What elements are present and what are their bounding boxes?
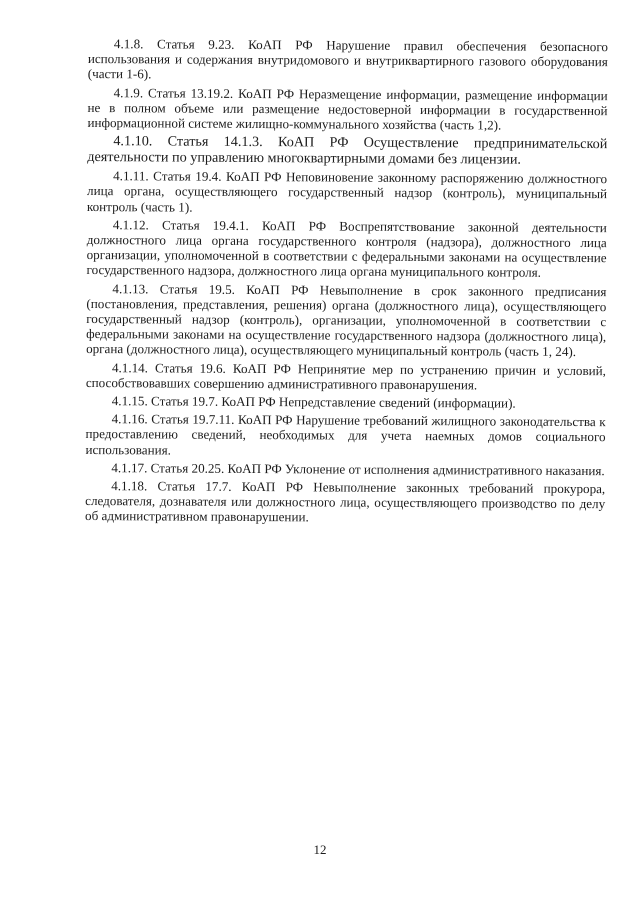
paragraph-4-1-8: 4.1.8. Статья 9.23. КоАП РФ Нарушение правил обеспечения безопасного использования и содержания внутридомового и внутриквартирного газового оборудования (части 1-6). bbox=[87, 36, 608, 82]
paragraph-4-1-11: 4.1.11. Статья 19.4. КоАП РФ Неповиновение законному распоряжению должностного лица органа, осуществляющего государственный надзор (контроль), муниципальный контроль (часть 1). bbox=[86, 168, 608, 215]
document-page bbox=[85, 36, 608, 530]
paragraph-4-1-9: 4.1.9. Статья 13.19.2. КоАП РФ Неразмещение информации, размещение информации не в полном объеме или размещение недостоверной информации в государственной информационной системе жилищно-коммунального хозяйства (часть 1,2). bbox=[87, 84, 608, 133]
page-number: 12 bbox=[313, 842, 327, 857]
paragraph-4-1-16: 4.1.16. Статья 19.7.11. КоАП РФ Нарушение требований жилищного законодательства к предоставлению сведений, необходимых для учета наемных домов социального использования. bbox=[85, 411, 606, 458]
paragraph-4-1-15: 4.1.15. Статья 19.7. КоАП РФ Непредставление сведений (информации). bbox=[111, 393, 516, 411]
paragraph-4-1-17: 4.1.17. Статья 20.25. КоАП РФ Уклонение от исполнения административного наказания. bbox=[111, 460, 605, 479]
paragraph-4-1-10: 4.1.10. Статья 14.1.3. КоАП РФ Осуществление предпринимательской деятельности по управлению многоквартирными домами без лицензии. bbox=[87, 133, 608, 168]
paragraph-4-1-12: 4.1.12. Статья 19.4.1. КоАП РФ Воспрепятствование законной деятельности должностного лица органа государственного контроля (надзора), должностного лица организации, уполномоченной в соответствии с федеральными законами на осуществление государственного надзора, должностного лица органа муниципального контроля. bbox=[86, 216, 607, 281]
paragraph-4-1-13: 4.1.13. Статья 19.5. КоАП РФ Невыполнение в срок законного предписания (постановления, представления, решения) органа (должностного лица), осуществляющего государственный надзор (контроль), организации, уполномоченной в соответствии с федеральными законами на осуществление государственного надзора (должностного лица), органа (должностного лица), осуществляющего муниципальный контроль (часть 1, 24). bbox=[86, 280, 607, 360]
paragraph-4-1-18: 4.1.18. Статья 17.7. КоАП РФ Невыполнение законных требований прокурора, следователя, дознавателя или должностного лица, осуществляющего производство по делу об административном правонарушении. bbox=[85, 478, 606, 525]
paragraph-4-1-14: 4.1.14. Статья 19.6. КоАП РФ Непринятие мер по устранению причин и условий, способствовавших совершению административного правонарушения. bbox=[85, 359, 607, 393]
